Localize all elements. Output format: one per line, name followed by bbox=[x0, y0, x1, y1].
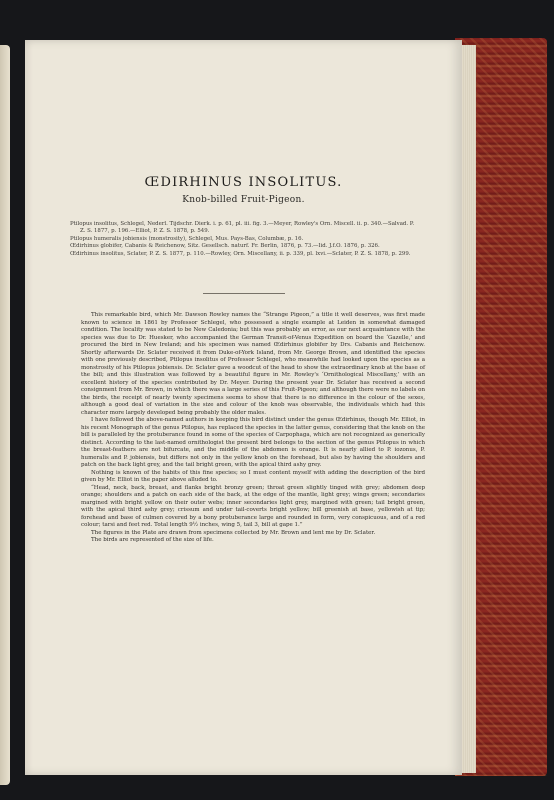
body-text bbox=[81, 312, 425, 545]
paragraph: “Head, neck, back, breast, and flanks bright bronzy green; throat green slightly tinged with grey; abdomen deep orange; shoulders and a patch on each side of the back, at the edge of the mantle, light grey; wings green; secondaries margined with bright yellow on their outer webs; inner secondaries light grey, margined with green; tail bright green, with the apical third ashy grey; crissum and under tail-coverts bright yellow; bill greenish at base, yellowish at tip; forehead and base of culmen covered by a bony protuberance large and rounded in form, very conspicuous, and of a red colour; tarsi and feet red. Total length 9½ inches, wing 5, tail 3, bill at gape 1.” bbox=[81, 484, 425, 528]
synonymy-references bbox=[70, 221, 420, 258]
species-title: ŒDIRHINUS INSOLITUS. bbox=[144, 175, 343, 190]
paragraph: Nothing is known of the habits of this fine species; so I must content myself with adding the description of the bird given by Mr. Elliot in the paper above alluded to. bbox=[81, 469, 425, 483]
reference-entry: Ptilopus insolitus, Schlegel, Nederl. Tijdschr. Dierk. i. p. 61, pl. iii. fig. 3.—Meyer, Rowley's Orn. Miscell. ii. p. 340.—Salvad. P. Z. S. 1877, p. 196.—Elliot, P. Z. S. 1878, p. 549. bbox=[70, 221, 415, 235]
facing-page-edge bbox=[0, 45, 10, 785]
reference-entry: Œdirhinus insolitus, Sclater, P. Z. S. 1877, p. 110.—Rowley, Orn. Miscellany, ii. p. 339, pl. lxvi.—Sclater, P. Z. S. 1878, p. 299. bbox=[70, 250, 411, 257]
paragraph: This remarkable bird, which Mr. Dawson Rowley names the “Strange Pigeon,” a title it well deserves, was first made known to science in 1861 by Professor Schlegel, who possessed a single example at Leiden in somewhat damaged condition. The locality was stated to be New Caledonia; but this was probably an error, as our next acquaintance with the species was due to Dr. Huesker, who accompanied the German Transit-of-Venus Expedition on board the ‘Gazelle,’ and procured the bird in New Ireland; and his specimen was named Œdirhinus globifer by Drs. Cabanis and Reichenow. Shortly afterwards Dr. Sclater received it from Duke-of-York Island, from Mr. George Brown, and identified the species with one previously described, Ptilopus insolitus of Professor Schlegel, who meanwhile had looked upon the species as a monstrosity of his Ptilopus jobiensis. Dr. Sclater gave a woodcut of the head to show the extraordinary knob at the base of the bill; and this illustration was followed by a beautiful figure in Mr. Rowley's ‘Ornithological Miscellany,’ with an excellent history of the species contributed by Dr. Meyer. During the present year Dr. Sclater has received a second consignment from Mr. Brown, in which there was a large series of this Fruit-Pigeon; and although there were no labels on the birds, the receipt of nearly twenty specimens seems to show that there is no difference in the colour of the sexes, although a good deal of variation in the size and colour of the knob was observable, the individuals which had this character more largely developed being probably the older males. bbox=[81, 312, 425, 416]
common-name-subtitle: Knob-billed Fruit-Pigeon. bbox=[182, 195, 305, 205]
reference-entry: Œdirhinus globifer, Cabanis & Reichenow, Sitz. Gesellsch. naturf. Fr. Berlin, 1876, p. 73.—Iid. J.f.O. 1876, p. 326. bbox=[70, 243, 380, 250]
section-divider bbox=[203, 293, 285, 294]
paragraph: I have followed the above-named authors in keeping this bird distinct under the genus Œdirhinus, though Mr. Elliot, in his recent Monograph of the genus Ptilopus, has replaced the species in the latter genus, considering that the knob on the bill is paralleled by the protuberance found in some of the species of Carpophaga, which are not recognized as generically distinct. According to the last-named ornithologist the present bird belongs to the section of the genus Ptilopus in which the breast-feathers are not bifurcate, and the middle of the abdomen is orange. It is nearly allied to P. iozonus, P. humeralis and P. jobiensis, but differs not only in the yellow knob on the forehead, but also by having the shoulders and patch on the back light grey, and the tail bright green, with the apical third ashy grey. bbox=[81, 417, 425, 468]
book-page bbox=[25, 40, 462, 775]
paragraph: The birds are represented of the size of life. bbox=[91, 537, 214, 543]
reference-entry: Ptilopus humeralis jobiensis (monstrosity), Schlegel, Mus. Pays-Bas, Columbæ, p. 16. bbox=[70, 235, 304, 242]
paragraph: The figures in the Plate are drawn from specimens collected by Mr. Brown and lent me by Dr. Sclater. bbox=[91, 529, 376, 536]
